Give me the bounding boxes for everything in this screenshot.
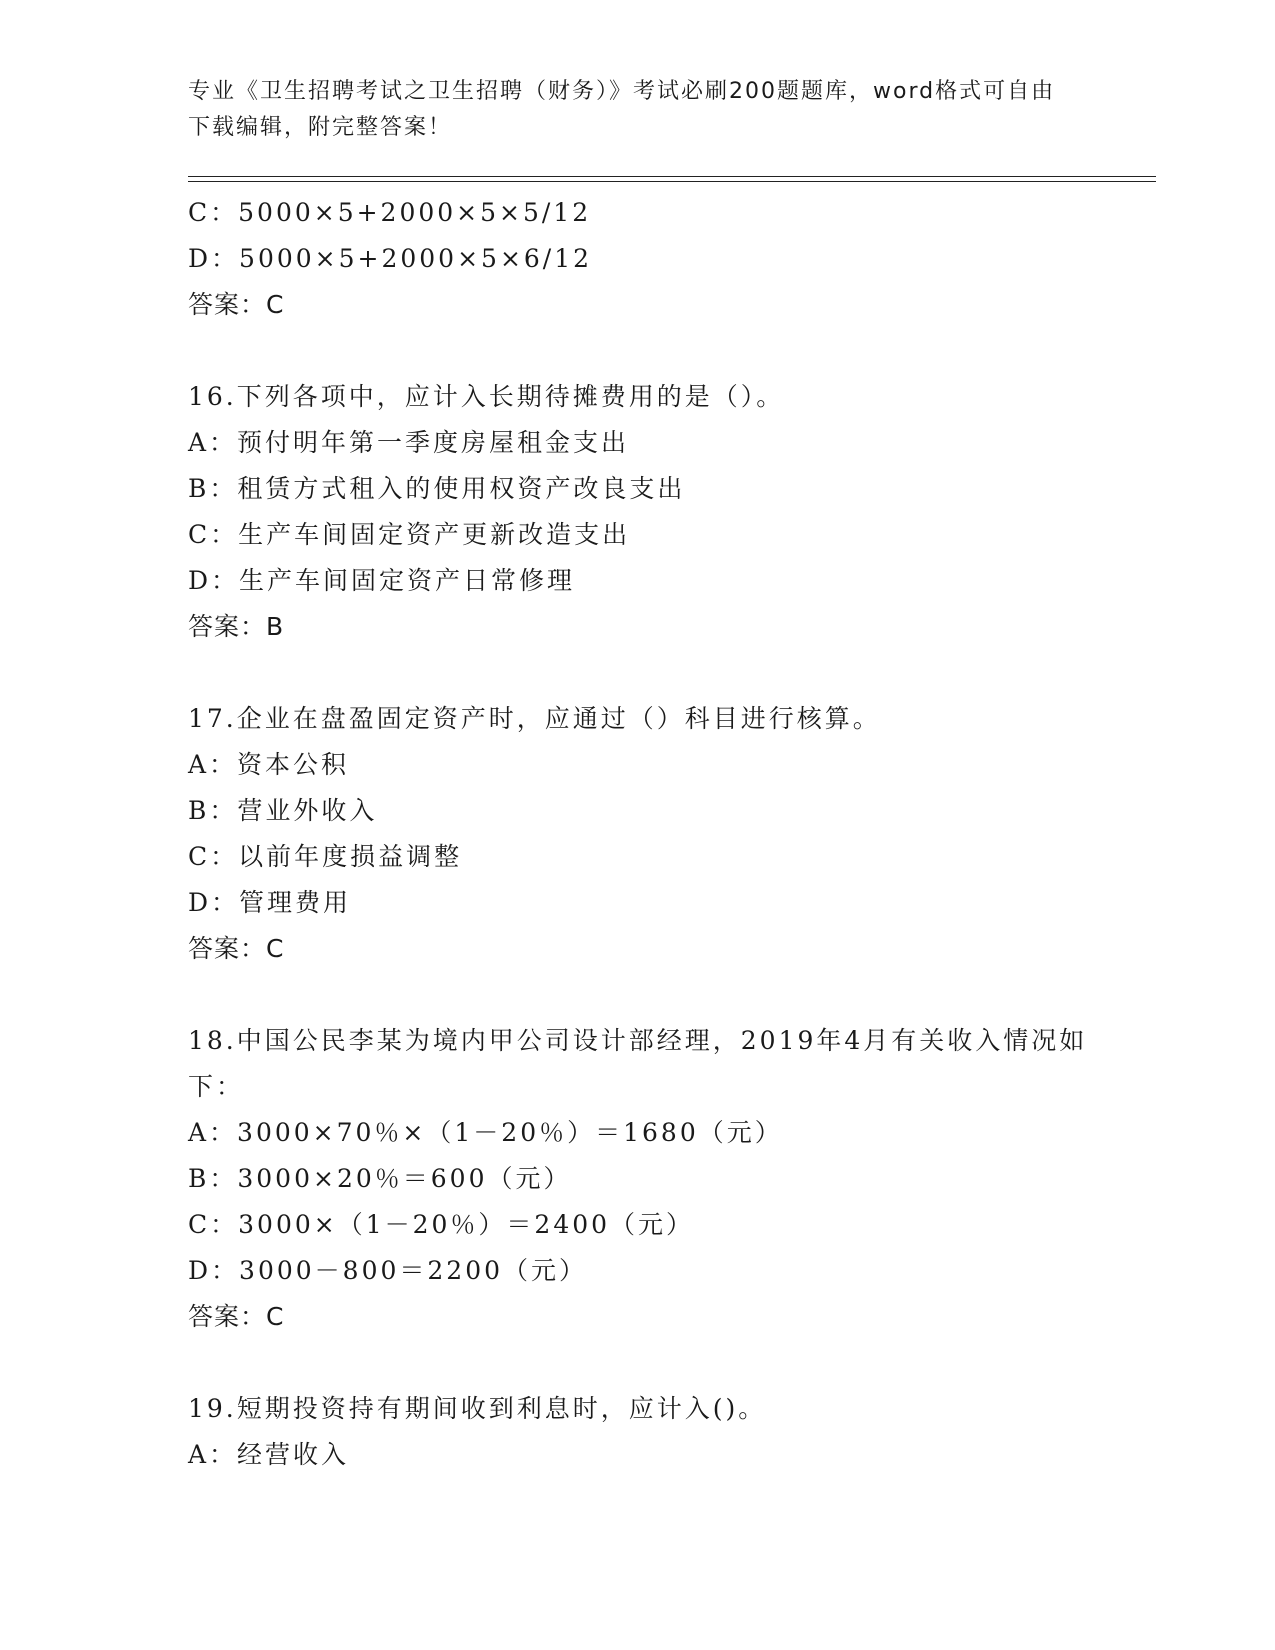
header-divider-top xyxy=(188,176,1156,177)
answer-line: 答案：C xyxy=(188,934,285,963)
question-list xyxy=(188,190,1148,1478)
question-stem: 19.短期投资持有期间收到利息时，应计入()。 xyxy=(188,1394,767,1423)
answer-line: 答案：C xyxy=(188,290,285,319)
option-d: D：3000－800＝2200（元） xyxy=(188,1256,588,1285)
option-d: D：5000×5+2000×5×6/12 xyxy=(188,244,593,273)
question-stem: 16.下列各项中，应计入长期待摊费用的是（）。 xyxy=(188,382,785,411)
option-c: C：5000×5+2000×5×5/12 xyxy=(188,198,592,227)
option-a: A：资本公积 xyxy=(188,750,350,779)
option-d: D：生产车间固定资产日常修理 xyxy=(188,566,576,595)
option-b: B：营业外收入 xyxy=(188,796,378,825)
option-a: A：经营收入 xyxy=(188,1440,350,1469)
option-a: A：预付明年第一季度房屋租金支出 xyxy=(188,428,630,457)
option-b: B：租赁方式租入的使用权资产改良支出 xyxy=(188,474,686,503)
option-c: C：3000×（1－20％）＝2400（元） xyxy=(188,1210,695,1239)
option-a: A：3000×70％×（1－20％）＝1680（元） xyxy=(188,1118,783,1147)
document-header: 专业《卫生招聘考试之卫生招聘（财务）》考试必刷200题题库，word格式可自由下载编辑，附完整答案！ xyxy=(188,79,1056,140)
option-c: C：生产车间固定资产更新改造支出 xyxy=(188,520,631,549)
question-stem: 17.企业在盘盈固定资产时，应通过（）科目进行核算。 xyxy=(188,704,881,733)
question-stem: 18.中国公民李某为境内甲公司设计部经理，2019年4月有关收入情况如下： xyxy=(188,1026,1088,1101)
option-c: C：以前年度损益调整 xyxy=(188,842,463,871)
option-b: B：3000×20％＝600（元） xyxy=(188,1164,572,1193)
option-d: D：管理费用 xyxy=(188,888,352,917)
header-divider-bottom xyxy=(188,181,1156,182)
answer-line: 答案：C xyxy=(188,1302,285,1331)
answer-line: 答案：B xyxy=(188,612,285,641)
